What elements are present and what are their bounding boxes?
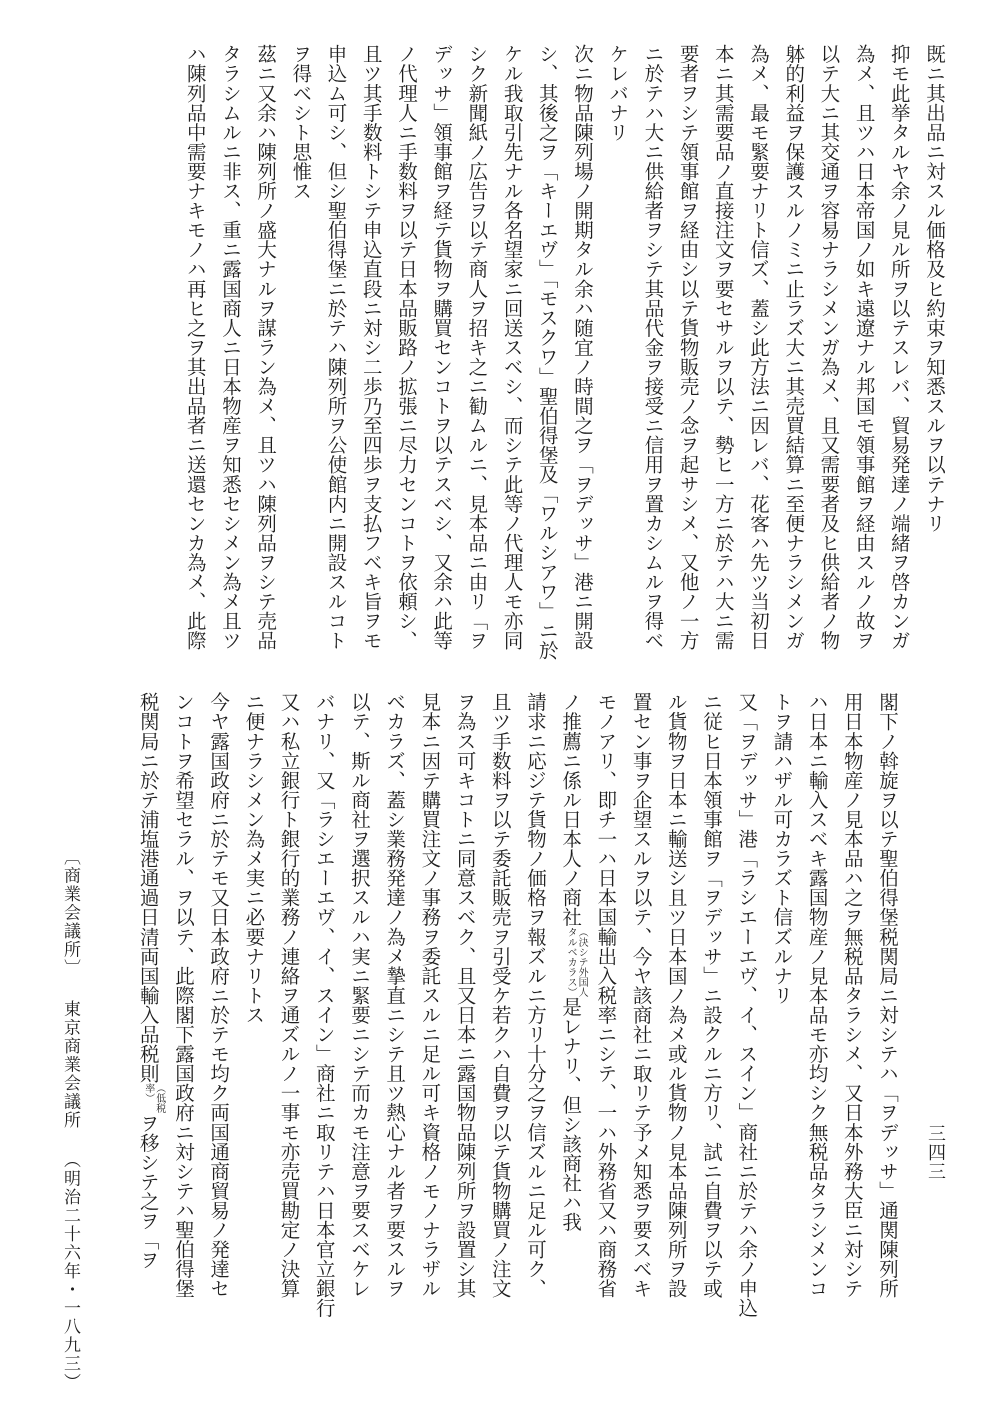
text-line: モノアリ、即チ一ハ日本国輸出入税率ニシテ、一ハ外務省又ハ商務省 bbox=[594, 692, 618, 1299]
text-line: ハ日本ニ輸入スベキ露国物産ノ見本品モ亦均シク無税品タラシメンコ bbox=[805, 692, 829, 1299]
inline-note: （低税 率） bbox=[142, 1083, 165, 1114]
text-line: ヲ得ベシト思惟ス bbox=[289, 44, 313, 201]
text-line: シク新聞紙ノ広告ヲ以テ商人ヲ招キ之ニ勧ムルニ、見本品ニ由リ「ヲ bbox=[465, 44, 489, 651]
text-line: 申込ム可シ、但シ聖伯得堡ニ於テハ陳列所ヲ公使館内ニ開設スルコト bbox=[324, 44, 348, 651]
lower-text-block bbox=[131, 692, 905, 1318]
text-line: 要者ヲシテ領事館ヲ経由シ以テ貨物販売ノ念ヲ起サシメ、又他ノ一方 bbox=[676, 44, 700, 651]
footer-source: 〔商業会議所〕 bbox=[60, 848, 80, 978]
text-line-with-note bbox=[553, 692, 588, 1282]
text-line: 又「ヲデッサ」港「ラシエーエヴ、イ、スイン」商社ニ於テハ余ノ申込 bbox=[735, 692, 759, 1318]
text-line: ケレバナリ bbox=[606, 44, 630, 142]
text-line: ケル我取引先ナル各名望家ニ回送スベシ、而シテ此等ノ代理人モ亦同 bbox=[500, 44, 524, 651]
text-line: ル貨物ヲ日本ニ輸送シ且ツ日本国ノ為メ或ル貨物ノ見本品陳列所ヲ設 bbox=[664, 692, 688, 1299]
text-line: 用日本物産ノ見本品ハ之ヲ無税品タラシメ、又日本外務大臣ニ対シテ bbox=[840, 692, 864, 1299]
text-line: 閣下ノ斡旋ヲ以テ聖伯得堡税関局ニ対シテハ「ヲデッサ」通関陳列所 bbox=[876, 692, 899, 1299]
text-line: 茲ニ又余ハ陳列所ノ盛大ナルヲ謀ラン為メ、且ツハ陳列品ヲシテ売品 bbox=[254, 44, 278, 651]
text-line: 躰的利益ヲ保護スルノミニ止ラズ大ニ其売買結算ニ至便ナラシメンガ bbox=[782, 44, 806, 651]
text-line: シ、其後之ヲ「キーエヴ」「モスクワ」聖伯得堡及「ワルシアワ」ニ於 bbox=[535, 44, 559, 660]
inline-note: （決シテ外国人 タルベカラス） bbox=[565, 926, 588, 997]
text-line: 次ニ物品陳列場ノ開期タル余ハ随宜ノ時間之ヲ「ヲデッサ」港ニ開設 bbox=[570, 44, 594, 651]
text-line: 又ハ私立銀行ト銀行的業務ノ連絡ヲ通ズルノ一事モ亦売買勘定ノ決算 bbox=[277, 692, 301, 1299]
note-line: 率 bbox=[142, 1083, 154, 1094]
text-line: タラシムルニ非ス、重ニ露国商人ニ日本物産ヲ知悉セシメン為メ且ツ bbox=[218, 44, 242, 651]
text-segment: 税関局ニ於テ浦塩港通過日清両国輸入品税則 bbox=[136, 692, 160, 1083]
text-line: 既ニ其出品ニ対スル価格及ヒ約束ヲ知悉スルヲ以テナリ bbox=[923, 44, 946, 533]
text-line: ンコトヲ希望セラル、ヲ以テ、此際閣下露国政府ニ対シテハ聖伯得堡 bbox=[171, 692, 195, 1299]
page-number: 三四三 bbox=[925, 1124, 946, 1181]
text-line: 見本ニ因テ購買注文ノ事務ヲ委託スルニ足ル可キ資格ノモノナラザル bbox=[418, 692, 442, 1299]
note-line: タルベカラス bbox=[565, 926, 577, 987]
footer-author: 東京商業会議所 bbox=[60, 999, 80, 1129]
text-line: 置セン事ヲ企望スルヲ以テ、今ヤ該商社ニ取リテ予メ知悉ヲ要スベキ bbox=[629, 692, 653, 1299]
text-line: トヲ請ハザル可カラズト信ズルナリ bbox=[770, 692, 794, 1005]
text-line: 本ニ其需要品ノ直接注文ヲ要セサルヲ以テ、勢ヒ一方ニ於テハ大ニ需 bbox=[711, 44, 735, 651]
text-line: 抑モ此挙タルヤ余ノ見ル所ヲ以テスレバ、貿易発達ノ端緒ヲ啓カンガ bbox=[887, 44, 911, 651]
text-segment: ヲ移シテ之ヲ「ヲ bbox=[136, 1113, 160, 1270]
text-line: ニ従ヒ日本領事館ヲ「ヲデッサ」ニ設クルニ方リ、試ニ自費ヲ以テ或 bbox=[699, 692, 723, 1299]
text-line: ハ陳列品中需要ナキモノハ再ヒ之ヲ其出品者ニ送還センカ為メ、此際 bbox=[183, 44, 207, 651]
text-line: ニ於テハ大ニ供給者ヲシテ其品代金ヲ接受ニ信用ヲ置カシムルヲ得ベ bbox=[641, 44, 665, 651]
text-line: 今ヤ露国政府ニ於テモ又日本政府ニ於テモ均ク両国通商貿易ノ発達セ bbox=[207, 692, 231, 1299]
text-line: ベカラズ、蓋シ業務発達ノ為メ摯直ニシテ且ツ熱心ナル者ヲ要スルヲ bbox=[383, 692, 407, 1299]
text-segment: ノ推薦ニ係ル日本人ノ商社 bbox=[559, 692, 583, 927]
text-line: 且ツ其手数料トシテ申込直段ニ対シ二歩乃至四歩ヲ支払フベキ旨ヲモ bbox=[359, 44, 383, 651]
footer-date: （明治二十六年・一八九三） bbox=[60, 1151, 80, 1392]
note-line: 決シテ外国人 bbox=[576, 936, 588, 997]
text-line-with-note bbox=[131, 692, 166, 1282]
text-line: 為メ、且ツハ日本帝国ノ如キ遠遼ナル邦国モ領事館ヲ経由スルノ故ヲ bbox=[852, 44, 876, 651]
text-line: 以テ、斯ル商社ヲ選択スルハ実ニ緊要ニシテ而カモ注意ヲ要スベケレ bbox=[347, 692, 371, 1299]
text-line: 且ツ手数料ヲ以テ委託販売ヲ引受ケ若クハ自費ヲ以テ貨物購買ノ注文 bbox=[488, 692, 512, 1299]
note-line: 低税 bbox=[153, 1093, 165, 1114]
text-line: 為メ、最モ緊要ナリト信ズ、蓋シ此方法ニ因レバ、花客ハ先ツ当初日 bbox=[746, 44, 770, 651]
text-line: バナリ、又「ラシエーエヴ、イ、スイン」商社ニ取リテハ日本官立銀行 bbox=[312, 692, 336, 1318]
text-line: ヲ為ス可キコトニ同意スベク、且又日本ニ露国物品陳列所ヲ設置シ其 bbox=[453, 692, 477, 1299]
text-segment: 是レナリ、但シ該商社ハ我 bbox=[559, 996, 583, 1232]
text-line: デッサ」領事館ヲ経テ貨物ヲ購買センコトヲ以テスベシ、又余ハ此等 bbox=[430, 44, 454, 651]
text-line: ニ便ナラシメン為メ実ニ必要ナリトス bbox=[242, 692, 266, 1025]
source-footer bbox=[58, 848, 83, 1392]
text-line: 以テ大ニ其交通ヲ容易ナラシメンガ為メ、且又需要者及ヒ供給者ノ物 bbox=[817, 44, 841, 651]
text-line: ノ代理人ニ手数料ヲ以テ日本品販路ノ拡張ニ尽力センコトヲ依頼シ、 bbox=[394, 44, 418, 651]
upper-text-block bbox=[178, 44, 952, 664]
text-line: 請求ニ応ジテ貨物ノ価格ヲ報ズルニ方リ十分之ヲ信ズルニ足ル可ク、 bbox=[523, 692, 547, 1299]
